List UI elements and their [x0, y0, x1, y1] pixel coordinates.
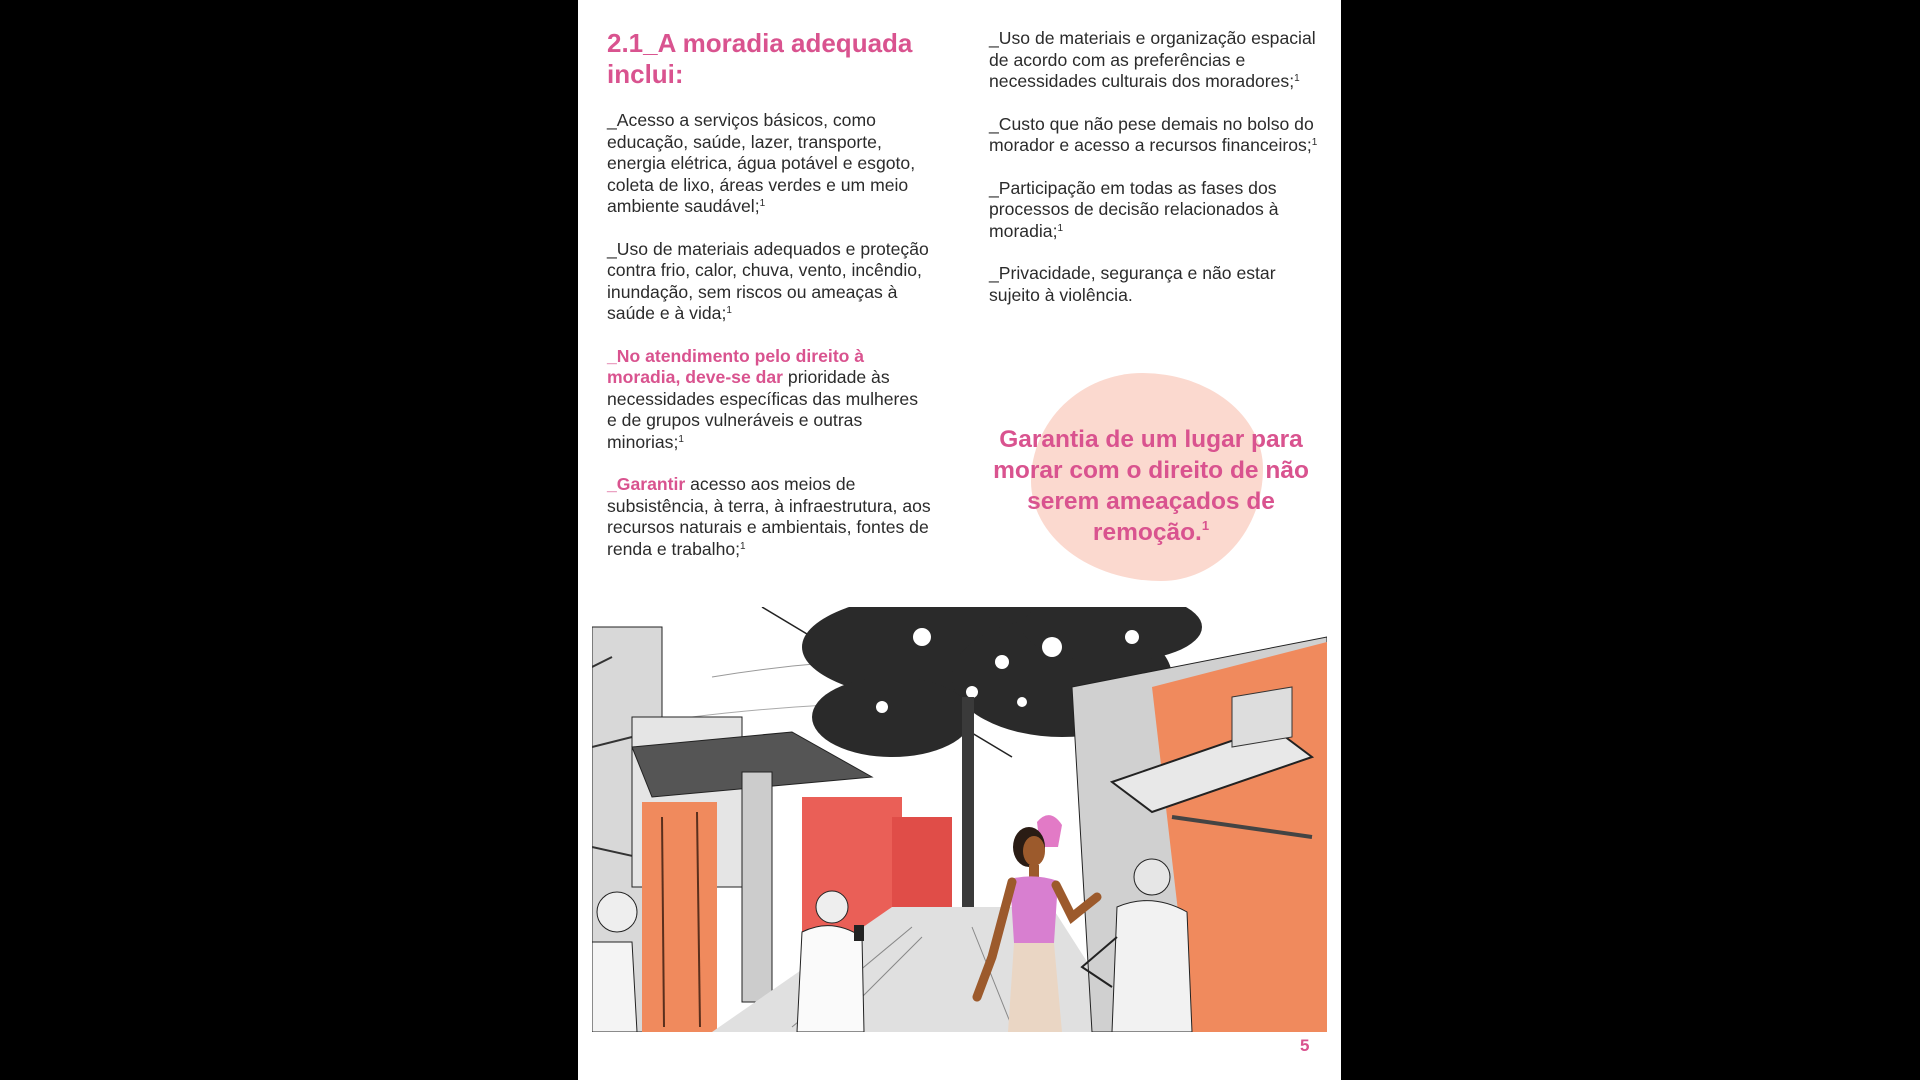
section-heading: 2.1_A moradia adequada inclui:	[607, 28, 913, 89]
paragraph-privacy: _Privacidade, segurança e não estar sujeito à violência.	[989, 263, 1276, 305]
footnote-ref: 1	[678, 433, 684, 445]
footnote-ref: 1	[726, 305, 732, 316]
street-scene-illustration	[592, 607, 1327, 1032]
paragraph-participation: _Participação em todas as fases dos processos de decisão relacionados à moradia;$^1$	[989, 177, 1279, 241]
right-column	[989, 28, 1319, 327]
highlight-quote: Garantia de um lugar para morar com o direito de não serem ameaçados de remoção.$^1$	[993, 426, 1309, 546]
orange-wall-left	[642, 802, 717, 1032]
footnote-ref: 1	[1057, 222, 1064, 234]
page-number: 5	[1300, 1036, 1310, 1055]
paragraph-cost: _Custo que não pese demais no bolso do morador e acesso a recursos financeiros;$^1$	[989, 113, 1318, 155]
person-left-edge	[592, 892, 637, 1032]
paragraph-materials-protection: _Uso de materiais adequados e proteção contra frio, calor, chuva, vento, incêndio, inundação, sem riscos ou ameaças à saúde e à vida;$^1$	[607, 238, 929, 323]
paragraph-guarantee: _Garantir acesso aos meios de subsistência, à terra, à infraestrutura, aos recursos naturais e ambientais, fontes de renda e trabalho;$^1$	[607, 474, 931, 559]
footnote-ref: 1	[1201, 518, 1210, 533]
footnote-ref: 1	[1294, 73, 1300, 84]
footnote-ref: 1	[740, 540, 746, 552]
footnote-ref: 1	[1311, 137, 1318, 148]
paragraph-priority: _No atendimento pelo direito à moradia, deve-se dar prioridade às necessidades específicas das mulheres e de grupos vulneráveis e outras minorias;$^1$	[607, 345, 918, 452]
document-page	[578, 0, 1341, 1080]
paragraph-basic-services: _Acesso a serviços básicos, como educação, saúde, lazer, transporte, energia elétrica, água potável e esgoto, coleta de lixo, áreas verdes e um meio ambiente saudável;$^1$	[607, 110, 916, 216]
paragraph-cultural: _Uso de materiais e organização espacial de acordo com as preferências e necessidades culturais dos moradores;$^1$	[989, 28, 1316, 91]
footnote-ref: 1	[759, 198, 766, 209]
left-column	[607, 28, 932, 581]
